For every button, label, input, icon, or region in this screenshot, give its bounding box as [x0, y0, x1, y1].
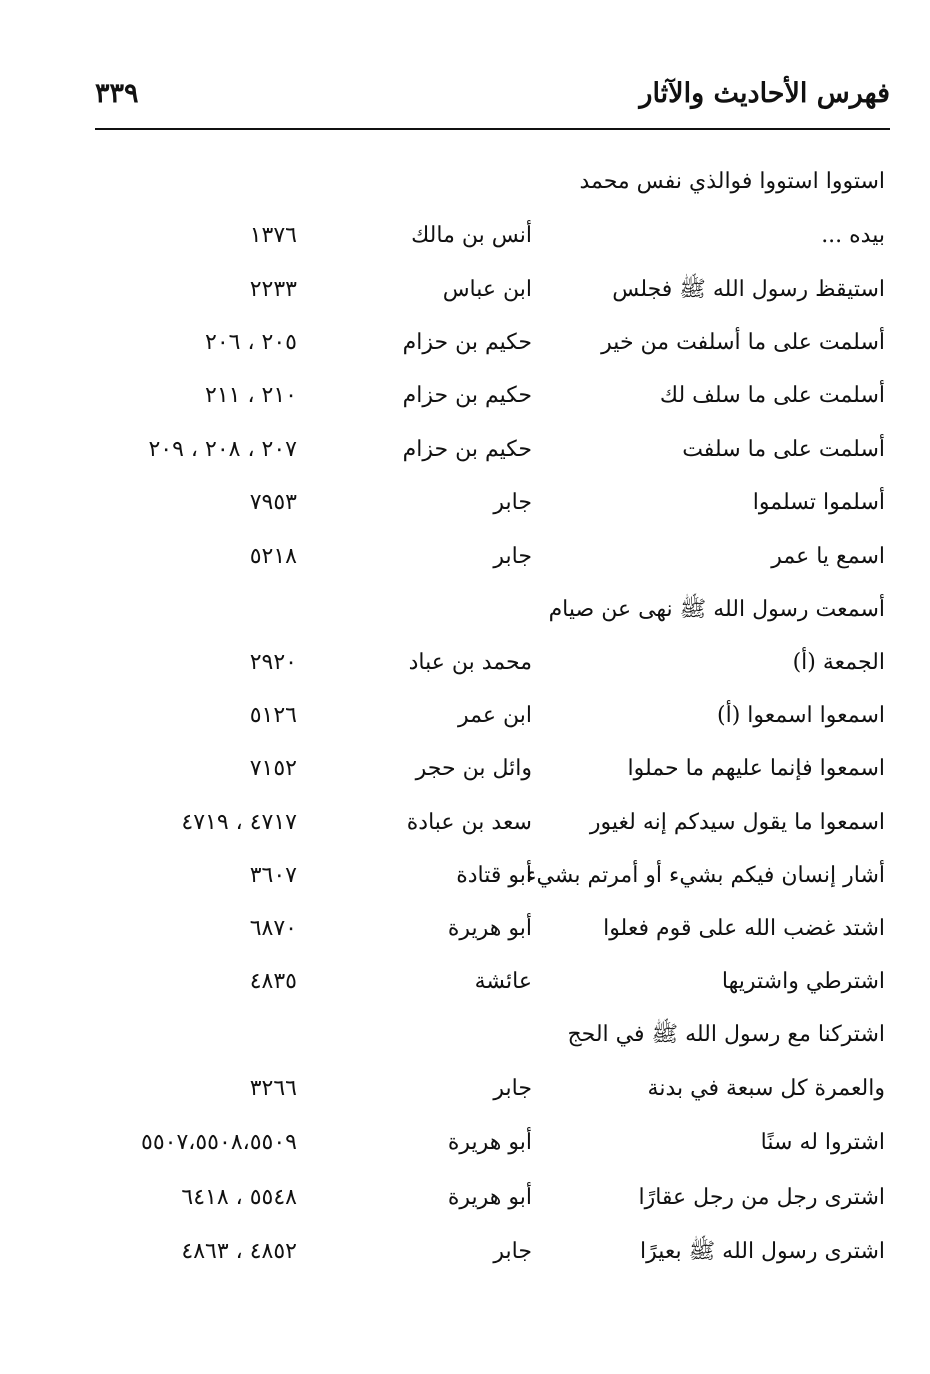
index-entry — [0, 1015, 930, 1055]
entry-narrator: حكيم بن حزام — [402, 383, 532, 408]
entry-text: بيده ... — [821, 223, 885, 248]
entry-narrator: سعد بن عبادة — [406, 810, 532, 835]
entry-text: اشتد غضب الله على قوم فعلوا — [603, 916, 885, 941]
entry-narrator: محمد بن عباد — [408, 650, 532, 675]
entry-narrator: أنس بن مالك — [411, 223, 532, 248]
entry-text: اسمعوا اسمعوا (أ) — [717, 703, 885, 728]
index-entry — [0, 962, 930, 1002]
entry-narrator: وائل بن حجر — [415, 756, 532, 781]
entry-refs: ٢٠٥ ، ٢٠٦ — [205, 330, 297, 355]
index-entry — [0, 643, 930, 683]
index-entry — [0, 1178, 930, 1218]
index-entry — [0, 1232, 930, 1272]
entry-text: اسمعوا فإنما عليهم ما حملوا — [627, 756, 885, 781]
entry-text: اشترى رجل من رجل عقارًا — [638, 1185, 885, 1210]
entry-narrator: أبو قتادة — [456, 863, 532, 888]
entry-refs: ٢٠٧ ، ٢٠٨ ، ٢٠٩ — [148, 437, 297, 462]
index-entry — [0, 216, 930, 256]
entry-narrator: أبو هريرة — [447, 1185, 532, 1210]
entry-text: أسلمت على ما سلف لك — [659, 383, 885, 408]
entry-refs: ٥٢١٨ — [249, 544, 297, 569]
entry-narrator: جابر — [493, 1239, 532, 1264]
entry-narrator: أبو هريرة — [447, 916, 532, 941]
entry-refs: ٥١٢٦ — [249, 703, 297, 728]
index-entry — [0, 1069, 930, 1109]
index-entry — [0, 323, 930, 363]
entry-text: اشترى رسول الله ﷺ بعيرًا — [639, 1239, 885, 1264]
entry-text: اشترطي واشتريها — [721, 969, 885, 994]
entry-narrator: ابن عباس — [442, 277, 532, 302]
entry-refs: ٧١٥٢ — [249, 756, 297, 781]
entry-refs: ٤٨٣٥ — [249, 969, 297, 994]
entry-refs: ٦٨٧٠ — [249, 916, 297, 941]
page-number: ٣٣٩ — [95, 78, 139, 109]
entry-refs: ٧٩٥٣ — [249, 490, 297, 515]
entry-text: أسلموا تسلموا — [752, 490, 885, 515]
page-title: فهرس الأحاديث والآثار — [639, 78, 890, 109]
index-entry — [0, 483, 930, 523]
index-entry — [0, 909, 930, 949]
entry-text: أشار إنسان فيكم بشيء أو أمرتم بشيء — [526, 863, 885, 888]
entry-refs: ٥٥٠٧،٥٥٠٨،٥٥٠٩ — [141, 1130, 297, 1155]
entry-refs: ٣٢٦٦ — [249, 1076, 297, 1101]
entry-narrator: أبو هريرة — [447, 1130, 532, 1155]
entry-refs: ٥٥٤٨ ، ٦٤١٨ — [181, 1185, 297, 1210]
entry-text: اشتروا له سنًا — [760, 1130, 885, 1155]
index-entry — [0, 590, 930, 630]
index-entry — [0, 430, 930, 470]
entry-refs: ٢٢٣٣ — [249, 277, 297, 302]
entry-text: اشتركنا مع رسول الله ﷺ في الحج — [567, 1022, 885, 1047]
entry-text: أسلمت على ما سلفت — [682, 437, 885, 462]
entry-text: اسمعوا ما يقول سيدكم إنه لغيور — [589, 810, 885, 835]
entry-text: أسمعت رسول الله ﷺ نهى عن صيام — [548, 597, 885, 622]
entry-refs: ٤٨٥٢ ، ٤٨٦٣ — [181, 1239, 297, 1264]
index-entry — [0, 749, 930, 789]
entry-refs: ٢٩٢٠ — [249, 650, 297, 675]
entry-narrator: جابر — [493, 544, 532, 569]
index-entry — [0, 376, 930, 416]
index-entry — [0, 162, 930, 202]
entry-narrator: عائشة — [474, 969, 532, 994]
index-entry — [0, 1123, 930, 1163]
entry-narrator: حكيم بن حزام — [402, 330, 532, 355]
entry-narrator: جابر — [493, 1076, 532, 1101]
entry-narrator: ابن عمر — [458, 703, 532, 728]
entry-text: اسمع يا عمر — [771, 544, 885, 569]
entry-refs: ١٣٧٦ — [249, 223, 297, 248]
entry-text: استيقظ رسول الله ﷺ فجلس — [612, 277, 885, 302]
entry-refs: ٤٧١٧ ، ٤٧١٩ — [181, 810, 297, 835]
entry-narrator: جابر — [493, 490, 532, 515]
entry-narrator: حكيم بن حزام — [402, 437, 532, 462]
entry-text: استووا استووا فوالذي نفس محمد — [579, 169, 885, 194]
index-entry — [0, 803, 930, 843]
index-entry — [0, 270, 930, 310]
entry-refs: ٢١٠ ، ٢١١ — [205, 383, 297, 408]
index-entry — [0, 537, 930, 577]
entry-text: والعمرة كل سبعة في بدنة — [647, 1076, 885, 1101]
index-entry — [0, 856, 930, 896]
index-entry — [0, 696, 930, 736]
entry-text: أسلمت على ما أسلفت من خير — [601, 330, 885, 355]
entry-refs: ٣٦٠٧ — [249, 863, 297, 888]
entry-text: الجمعة (أ) — [792, 650, 885, 675]
